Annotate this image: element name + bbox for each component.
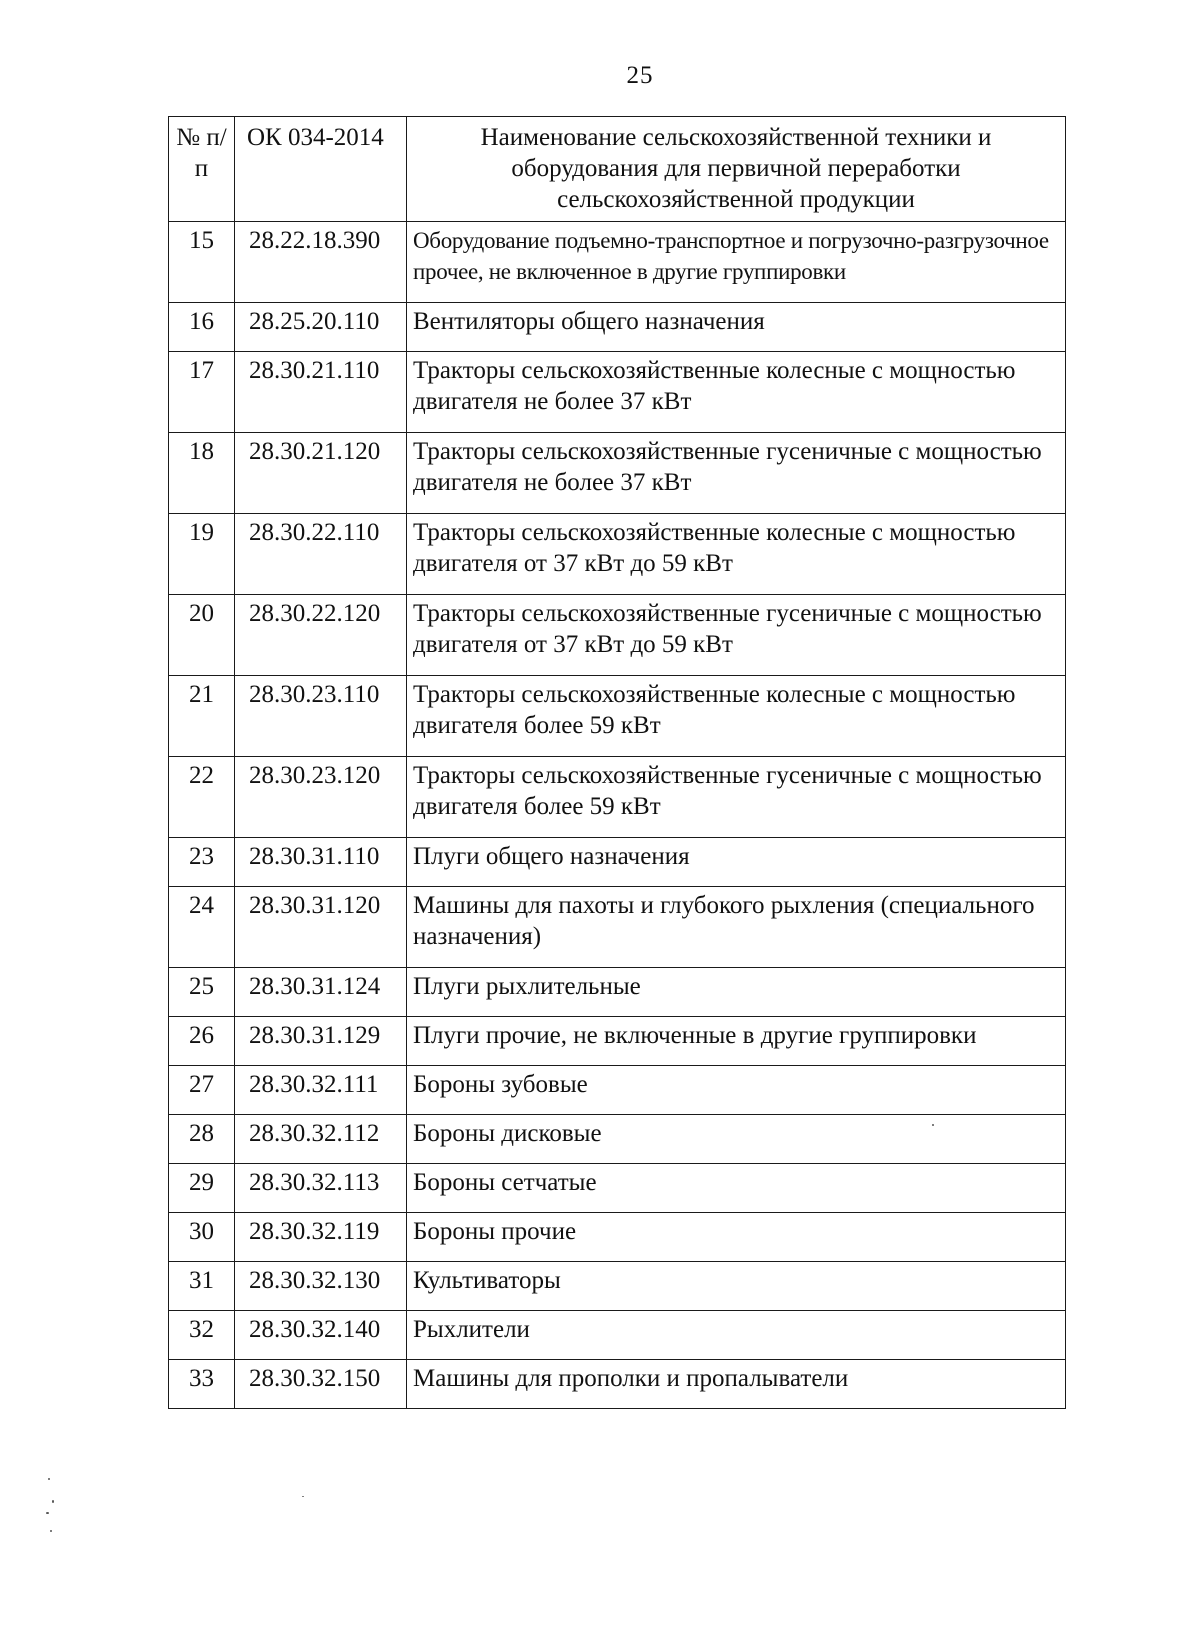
row-number: 20 xyxy=(169,595,235,676)
row-code: 28.30.21.120 xyxy=(235,433,407,514)
header-name: Наименование сельскохозяйственной техники и оборудования для первичной переработки сельскохозяйственной продукции xyxy=(407,117,1066,222)
table-row xyxy=(169,595,1066,676)
scan-speck xyxy=(932,1124,934,1126)
table-row xyxy=(169,352,1066,433)
table-row xyxy=(169,1115,1066,1164)
page-number: 25 xyxy=(626,62,654,89)
row-name: Бороны прочие xyxy=(407,1213,1066,1262)
row-code: 28.30.31.110 xyxy=(235,838,407,887)
row-code: 28.30.32.150 xyxy=(235,1360,407,1409)
row-name: Тракторы сельскохозяйственные колесные с мощностью двигателя более 59 кВт xyxy=(407,676,1066,757)
table-row xyxy=(169,838,1066,887)
row-number: 19 xyxy=(169,514,235,595)
row-name: Машины для прополки и пропалыватели xyxy=(407,1360,1066,1409)
row-number: 32 xyxy=(169,1311,235,1360)
row-name: Плуги рыхлительные xyxy=(407,968,1066,1017)
row-name: Плуги прочие, не включенные в другие группировки xyxy=(407,1017,1066,1066)
row-name: Плуги общего назначения xyxy=(407,838,1066,887)
row-name: Вентиляторы общего назначения xyxy=(407,303,1066,352)
row-number: 16 xyxy=(169,303,235,352)
table-row xyxy=(169,1262,1066,1311)
scan-speck xyxy=(302,1496,304,1497)
table-row xyxy=(169,1360,1066,1409)
header-code: ОК 034-2014 xyxy=(235,117,407,222)
table-row xyxy=(169,1017,1066,1066)
table-row xyxy=(169,1066,1066,1115)
row-name: Тракторы сельскохозяйственные гусеничные с мощностью двигателя более 59 кВт xyxy=(407,757,1066,838)
row-number: 17 xyxy=(169,352,235,433)
row-number: 21 xyxy=(169,676,235,757)
row-number: 30 xyxy=(169,1213,235,1262)
header-number: № п/п xyxy=(169,117,235,222)
table-row xyxy=(169,1311,1066,1360)
row-number: 15 xyxy=(169,222,235,303)
row-code: 28.30.32.119 xyxy=(235,1213,407,1262)
table-row xyxy=(169,887,1066,968)
row-number: 24 xyxy=(169,887,235,968)
row-code: 28.30.32.111 xyxy=(235,1066,407,1115)
row-name: Культиваторы xyxy=(407,1262,1066,1311)
row-number: 31 xyxy=(169,1262,235,1311)
row-code: 28.30.31.129 xyxy=(235,1017,407,1066)
row-code: 28.30.22.120 xyxy=(235,595,407,676)
row-code: 28.30.32.140 xyxy=(235,1311,407,1360)
table-row xyxy=(169,676,1066,757)
row-code: 28.30.21.110 xyxy=(235,352,407,433)
row-code: 28.30.23.110 xyxy=(235,676,407,757)
scan-speck xyxy=(46,1512,49,1514)
table-row xyxy=(169,433,1066,514)
row-name: Рыхлители xyxy=(407,1311,1066,1360)
table-row xyxy=(169,303,1066,352)
row-number: 28 xyxy=(169,1115,235,1164)
row-name: Тракторы сельскохозяйственные гусеничные с мощностью двигателя от 37 кВт до 59 кВт xyxy=(407,595,1066,676)
row-number: 18 xyxy=(169,433,235,514)
table-row xyxy=(169,757,1066,838)
row-number: 33 xyxy=(169,1360,235,1409)
row-name: Бороны дисковые xyxy=(407,1115,1066,1164)
row-code: 28.22.18.390 xyxy=(235,222,407,303)
scan-speck xyxy=(48,1478,50,1480)
row-name: Тракторы сельскохозяйственные колесные с мощностью двигателя от 37 кВт до 59 кВт xyxy=(407,514,1066,595)
scan-speck xyxy=(50,1530,52,1532)
row-code: 28.30.31.124 xyxy=(235,968,407,1017)
row-number: 22 xyxy=(169,757,235,838)
table-row xyxy=(169,1213,1066,1262)
row-number: 26 xyxy=(169,1017,235,1066)
scan-speck xyxy=(52,1500,54,1503)
row-number: 29 xyxy=(169,1164,235,1213)
equipment-table xyxy=(168,116,1066,1409)
row-code: 28.30.23.120 xyxy=(235,757,407,838)
row-name: Бороны зубовые xyxy=(407,1066,1066,1115)
row-code: 28.30.22.110 xyxy=(235,514,407,595)
table-row xyxy=(169,222,1066,303)
table-row xyxy=(169,968,1066,1017)
table-header-row xyxy=(169,117,1066,222)
row-name: Тракторы сельскохозяйственные колесные с мощностью двигателя не более 37 кВт xyxy=(407,352,1066,433)
row-name: Машины для пахоты и глубокого рыхления (специального назначения) xyxy=(407,887,1066,968)
row-code: 28.30.32.112 xyxy=(235,1115,407,1164)
row-number: 23 xyxy=(169,838,235,887)
row-code: 28.25.20.110 xyxy=(235,303,407,352)
row-code: 28.30.31.120 xyxy=(235,887,407,968)
row-name: Тракторы сельскохозяйственные гусеничные с мощностью двигателя не более 37 кВт xyxy=(407,433,1066,514)
row-name: Бороны сетчатые xyxy=(407,1164,1066,1213)
row-code: 28.30.32.113 xyxy=(235,1164,407,1213)
row-name: Оборудование подъемно-транспортное и погрузочно-разгрузочное прочее, не включенное в другие группировки xyxy=(407,222,1066,303)
table-row xyxy=(169,1164,1066,1213)
row-code: 28.30.32.130 xyxy=(235,1262,407,1311)
row-number: 27 xyxy=(169,1066,235,1115)
row-number: 25 xyxy=(169,968,235,1017)
table-row xyxy=(169,514,1066,595)
